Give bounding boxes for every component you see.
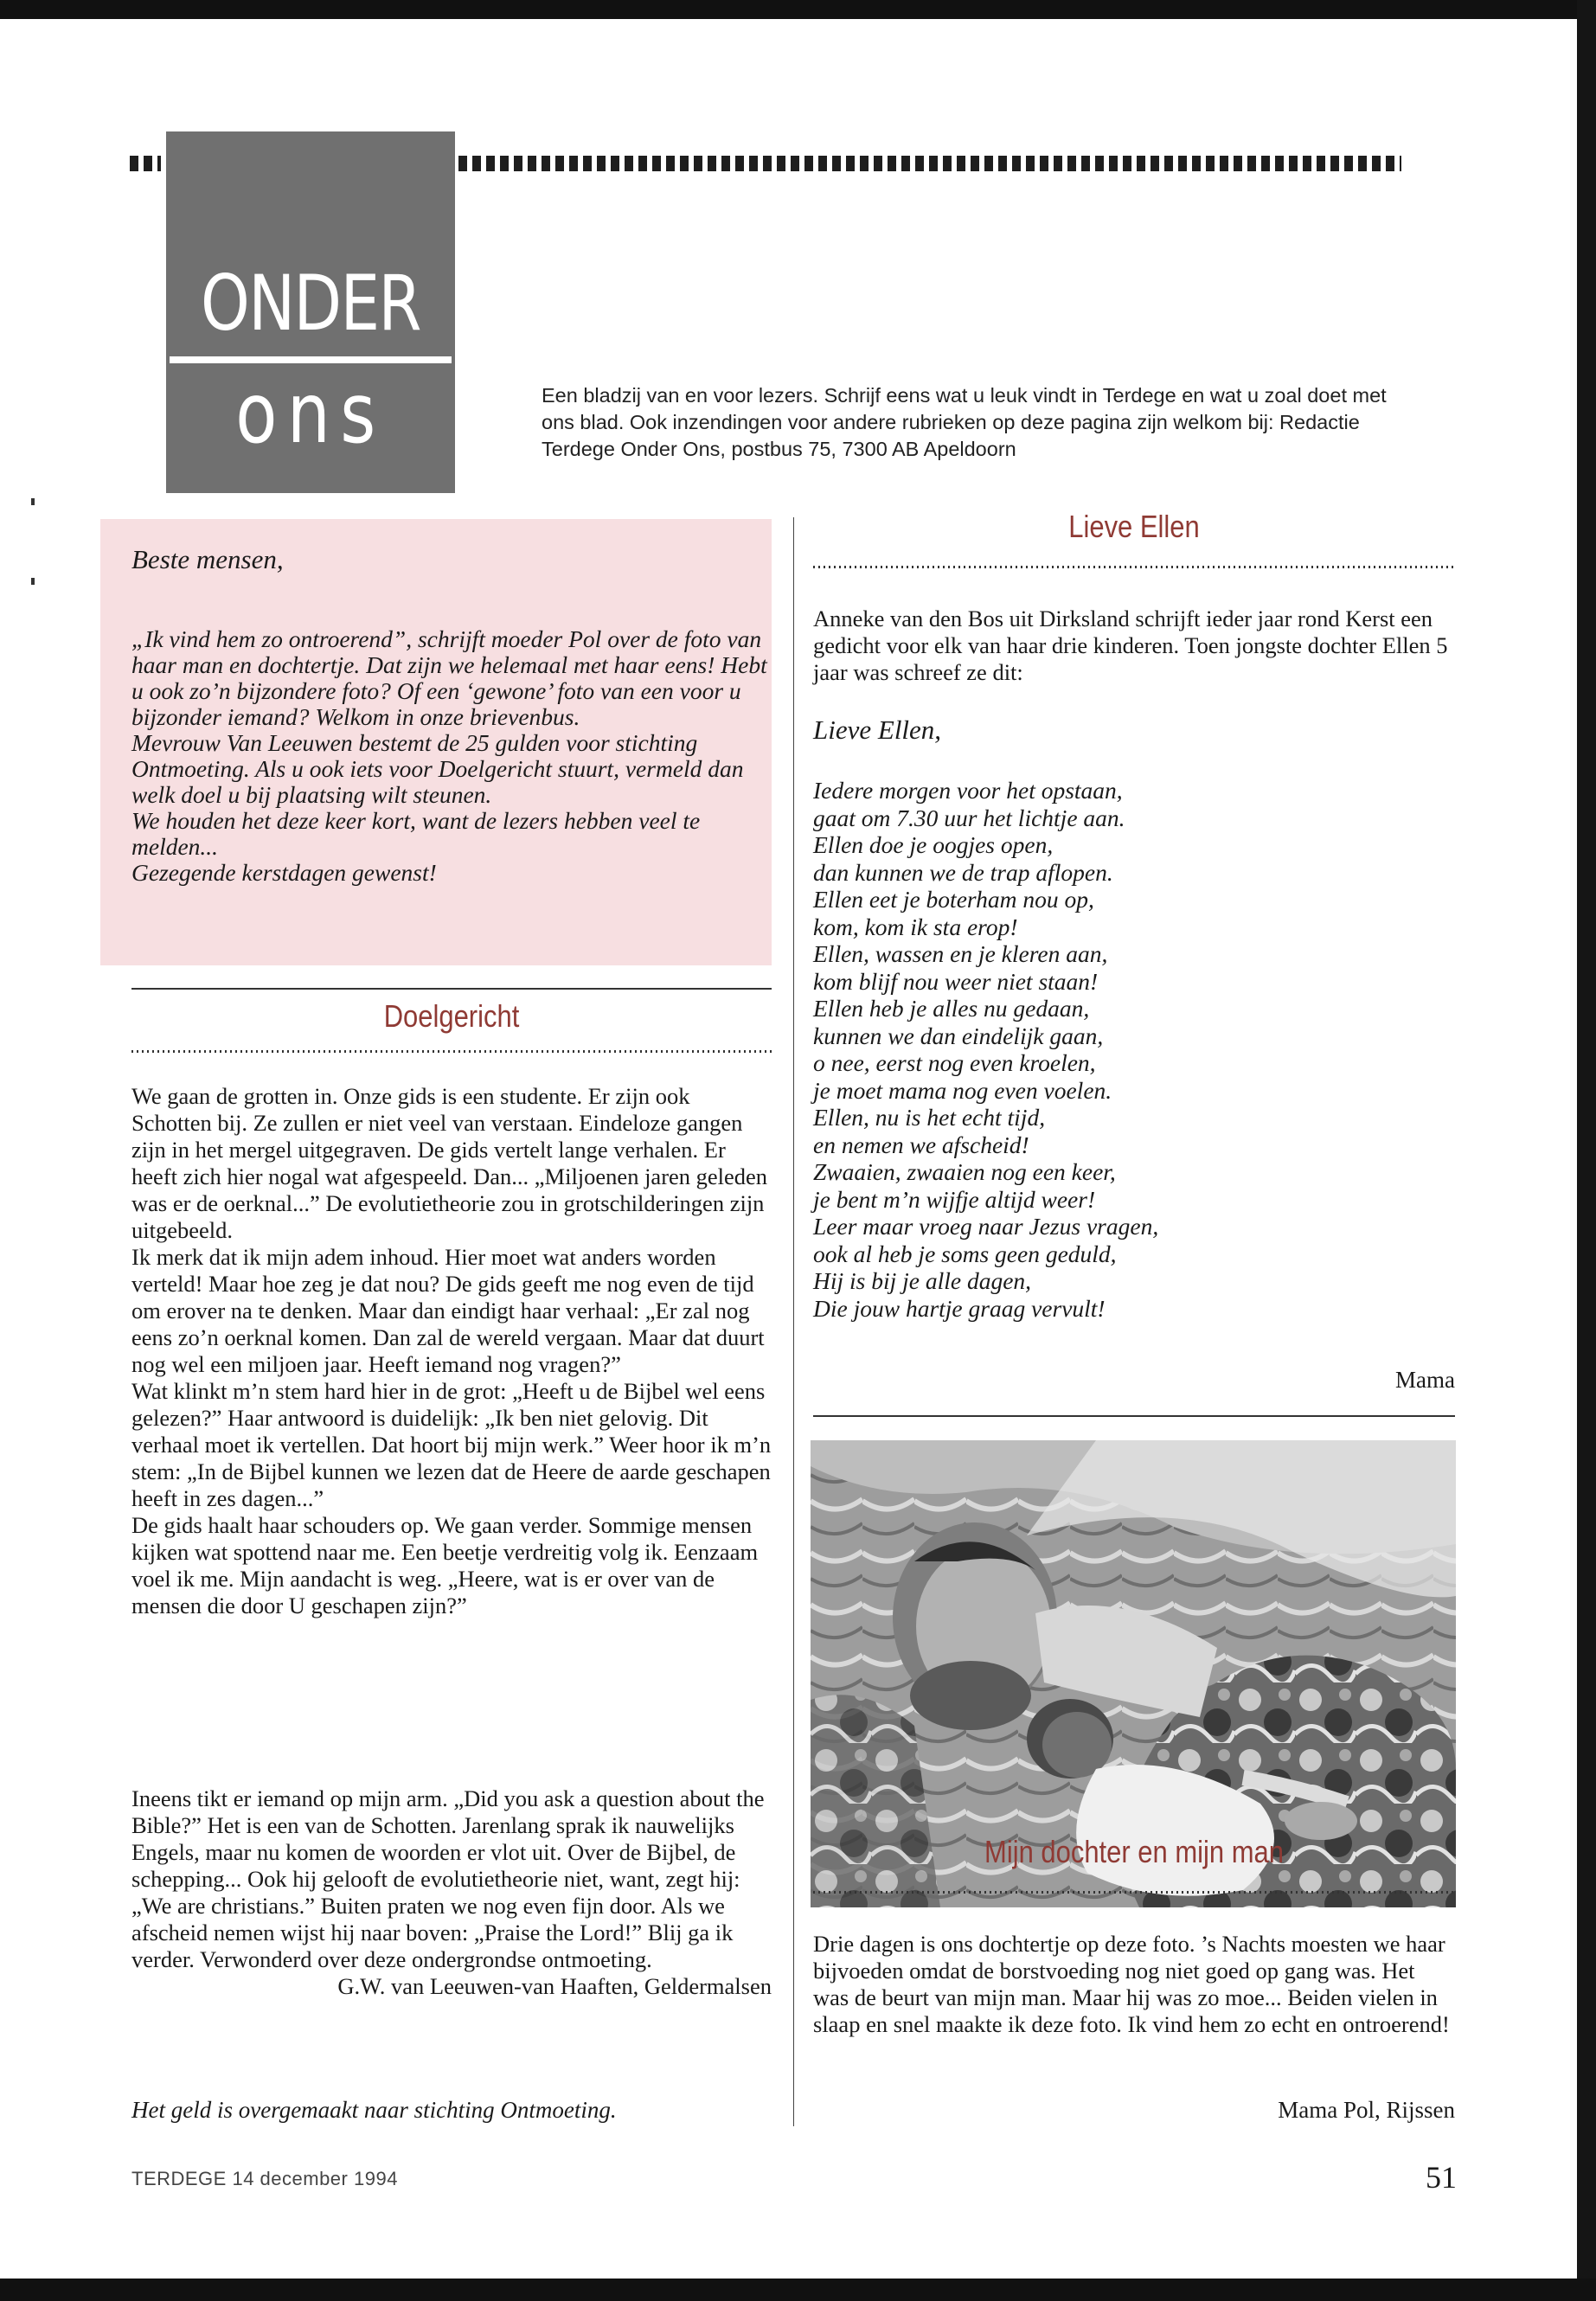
poem-line: o nee, eerst nog even kroelen,: [813, 1049, 1096, 1076]
poem: [813, 777, 1471, 1322]
doelgericht-story-continued: [131, 1785, 772, 2000]
poem-line: Ellen, nu is het echt tijd,: [813, 1104, 1046, 1131]
poem-line: Ellen heb je alles nu gedaan,: [813, 995, 1090, 1022]
publication-footer: TERDEGE 14 december 1994: [131, 2168, 398, 2189]
poem-line: Ellen doe je oogjes open,: [813, 831, 1054, 858]
mijn-dochter-signature: Mama Pol, Rijssen: [1278, 2097, 1455, 2123]
poem-title: Lieve Ellen,: [813, 715, 942, 745]
story-paragraph: We gaan de grotten in. Onze gids is een studente. Er zijn ook Schotten bij. Ze zullen er niet veel van verstaan. Eindeloze gangen zijn in het mergel uitgegraven. De gids vertelt lange verhalen. Er heeft zich hier nogal wat afgespeeld. Dan... „Miljoenen jaren geleden was er de oerknal...” De evolutietheorie zou in grotschilderingen zijn uitgebeeld.: [131, 1083, 768, 1243]
lieve-ellen-title: Lieve Ellen: [1068, 509, 1200, 544]
logo-word-onder: ONDER: [201, 259, 420, 348]
mijn-dochter-text: Drie dagen is ons dochtertje op deze foto. ’s Nachts moesten we haar bijvoeden omdat de borstvoeding nog niet goed op gang was. Het was de beurt van mijn man. Maar hij was zo moe... Beiden vielen in slaap en snel maakte ik deze foto. Ik vind hem zo echt en ontroerend!: [813, 1931, 1450, 2037]
lieve-ellen-dotted-rule: [813, 566, 1455, 568]
logo-word-ons: ons: [235, 365, 386, 462]
poem-line: Ellen eet je boterham nou op,: [813, 886, 1094, 913]
story-paragraph: Ik merk dat ik mijn adem inhoud. Hier moet wat anders worden verteld! Maar hoe zeg je dat nou? De gids geeft me nog even de tijd om erover na te denken. Maar dan eindigt haar verhaal: „Er zal nog eens zo’n oerknal komen. Dan zal de wereld vergaan. Maar dat duurt nog wel een miljoen jaar. Heeft iemand nog vragen?”: [131, 1244, 765, 1377]
column-divider: [793, 517, 794, 2126]
letter-greeting: Beste mensen,: [131, 544, 284, 574]
poem-line: dan kunnen we de trap aflopen.: [813, 858, 1113, 886]
letter-paragraph: „Ik vind hem zo ontroerend”, schrijft moeder Pol over de foto van haar man en dochtertje. Dat zijn we helemaal met haar eens! Hebt u ook zo’n bijzondere foto? Of een ‘gewone’ foto van een voor u bijzonder iemand? Welkom in onze brievenbus.: [131, 625, 767, 730]
poem-line: kom, kom ik sta erop!: [813, 913, 1018, 940]
poem-line: Hij is bij je alle dagen,: [813, 1267, 1032, 1294]
scan-mark: [31, 578, 35, 585]
doelgericht-dotted-rule: [131, 1050, 772, 1053]
poem-line: Zwaaien, zwaaien nog een keer,: [813, 1158, 1116, 1185]
poem-line: je moet mama nog even voelen.: [813, 1076, 1112, 1104]
doelgericht-note: Het geld is overgemaakt naar stichting Ontmoeting.: [131, 2097, 617, 2123]
doelgericht-story: [131, 1083, 772, 1619]
section-intro: Een bladzij van en voor lezers. Schrijf eens wat u leuk vindt in Terdege en wat u zoal doet met ons blad. Ook inzendingen voor andere rubrieken op deze pagina zijn welkom bij: Redactie Terdege Onder Ons, postbus 75, 7300 AB Apeldoorn: [542, 384, 1387, 460]
story-paragraph: Wat klinkt m’n stem hard hier in de grot: „Heeft u de Bijbel wel eens gelezen?” Haar antwoord is duidelijk: „Ik ben niet gelovig. Dit verhaal moet ik vertellen. Dat hoort bij mijn werk.” Weer hoor ik m’n stem: „In de Bijbel kunnen we lezen dat de Heere de aarde geschapen heeft in zes dagen...”: [131, 1378, 772, 1511]
poem-line: ook al heb je soms geen geduld,: [813, 1240, 1117, 1267]
letter-paragraph: Gezegende kerstdagen gewenst!: [131, 859, 437, 886]
letter-paragraph: Mevrouw Van Leeuwen bestemt de 25 gulden voor stichting Ontmoeting. Als u ook iets voor Doelgericht stuurt, vermeld dan welk doel u bij plaatsing wilt steunen.: [131, 729, 744, 808]
poem-line: gaat om 7.30 uur het lichtje aan.: [813, 804, 1125, 831]
mijn-dochter-title: Mijn dochter en mijn man: [984, 1834, 1284, 1869]
scan-border-top: [0, 0, 1596, 19]
poem-line: kunnen we dan eindelijk gaan,: [813, 1022, 1104, 1049]
doelgericht-title: Doelgericht: [383, 998, 520, 1034]
page-margin-left: [0, 0, 29, 2301]
scan-mark: [31, 498, 35, 505]
poem-line: je bent m’n wijfje altijd weer!: [813, 1185, 1096, 1213]
story-paragraph: De gids haalt haar schouders op. We gaan verder. Sommige mensen kijken wat spottend naar me. Een beetje verdreitig volg ik. Eenzaam voel ik me. Mijn aandacht is weg. „Heere, wat is er over van de mensen die door U geschapen zijn?”: [131, 1512, 759, 1618]
poem-line: Leer maar vroeg naar Jezus vragen,: [813, 1213, 1159, 1240]
mijn-dochter-dotted-rule: [813, 1891, 1455, 1894]
poem-bottom-rule: [813, 1415, 1455, 1417]
poem-line: Ellen, wassen en je kleren aan,: [813, 940, 1108, 967]
doelgericht-top-rule: [131, 988, 772, 990]
poem-line: Iedere morgen voor het opstaan,: [813, 777, 1123, 804]
poem-line: Die jouw hartje graag vervult!: [813, 1294, 1106, 1322]
header-dot-rule-right: [458, 156, 1401, 171]
onder-ons-logo: [166, 131, 455, 493]
poem-signature: Mama: [1395, 1367, 1455, 1393]
logo-divider: [170, 356, 452, 363]
header-dot-rule-left: [130, 156, 161, 171]
lieve-ellen-intro: Anneke van den Bos uit Dirksland schrijft ieder jaar rond Kerst een gedicht voor elk van haar drie kinderen. Toen jongste dochter Ellen 5 jaar was schreef ze dit:: [813, 606, 1448, 685]
scan-border-right: [1577, 0, 1596, 2301]
scan-border-bottom: [0, 2279, 1596, 2301]
poem-line: kom blijf nou weer niet staan!: [813, 967, 1099, 995]
letter-paragraph: We houden het deze keer kort, want de lezers hebben veel te melden...: [131, 807, 701, 860]
doelgericht-signature: G.W. van Leeuwen-van Haaften, Geldermalsen: [337, 1973, 772, 1999]
story-paragraph: Ineens tikt er iemand op mijn arm. „Did you ask a question about the Bible?” Het is een van de Schotten. Jarenlang sprak ik nauwelijks Engels, maar nu komen de woorden er vlot uit. Over de Bijbel, de schepping... Ook hij gelooft de evolutietheorie niet, want, zegt hij: „We are christians.” Buiten praten we nog even fijn door. Als we afscheid nemen wijst hij naar boven: „Praise the Lord!” Blij ga ik verder. Verwonderd over deze ondergrondse ontmoeting.: [131, 1785, 765, 1972]
page-number: 51: [1426, 2160, 1457, 2195]
poem-line: en nemen we afscheid!: [813, 1131, 1029, 1158]
editor-letter: [131, 626, 772, 886]
